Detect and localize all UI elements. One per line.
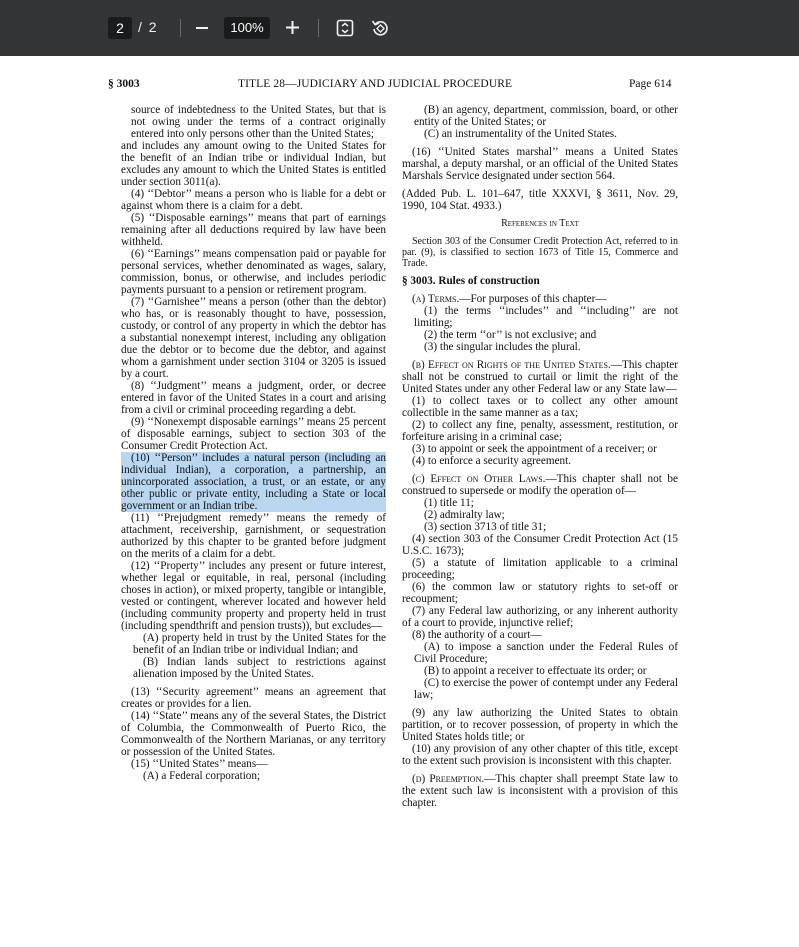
header-page-number: Page 614 [629,78,672,90]
paragraph: (10) any provision of any other chapter of this title, except to the extent such provision is inconsistent with this chapter. [402,743,678,767]
paragraph: (1) to collect taxes or to collect any other amount collectible in the same manner as a tax; [402,395,678,419]
paragraph: (B) an agency, department, commission, board, or other entity of the United States; or [414,104,678,128]
paragraph: (A) to impose a sanction under the Federal Rules of Civil Procedure; [414,641,678,665]
highlighted-paragraph[interactable]: (10) ‘‘Person’’ includes a natural person (including an individual Indian), a corporation, a partnership, an unincorporated association, a trust, or an estate, or any other public or private entity, including a State or local government or an Indian tribe. [121,452,386,512]
subsection-text: —This chapter shall not be construed to supersede or modify the operation of— [402,473,678,497]
subsection-text: —This chapter shall preempt State law to the extent such law is inconsistent with a provision of this chapter. [402,773,678,809]
paragraph: (C) to exercise the power of contempt under any Federal law; [414,677,678,701]
paragraph: (4) ‘‘Debtor’’ means a person who is liable for a debt or against whom there is a claim for a debt. [121,188,386,212]
note-paragraph: Section 303 of the Consumer Credit Protection Act, referred to in par. (9), is classified to section 1673 of Title 15, Commerce and Trade. [402,236,678,269]
paragraph: (5) ‘‘Disposable earnings’’ means that part of earnings remaining after all deductions required by law have been withheld. [121,212,386,248]
paragraph: (4) section 303 of the Consumer Credit Protection Act (15 U.S.C. 1673); [402,533,678,557]
toolbar-divider [318,19,319,37]
current-page-input[interactable]: 2 [108,17,132,39]
list-item: (2) admiralty law; [424,509,505,521]
paragraph: (8) ‘‘Judgment’’ means a judgment, order, or decree entered in favor of the United States in a court and arising from a civil or criminal proceeding regarding a debt. [121,380,386,416]
subsection-heading: (b) Effect on Rights of the United States. [412,359,611,371]
left-column [121,104,386,782]
right-column [402,104,678,809]
paragraph: (9) ‘‘Nonexempt disposable earnings’’ means 25 percent of disposable earnings, subject to section 303 of the Consumer Credit Protection Act. [121,416,386,452]
paragraph [402,773,678,809]
paragraph: (13) ‘‘Security agreement’’ means an agreement that creates or provides for a lien. [121,686,386,710]
paragraph: (A) property held in trust by the United States for the benefit of an Indian tribe or individual Indian; and [133,632,386,656]
paragraph: (1) the terms ‘‘includes’’ and ‘‘including’’ are not limiting; [414,305,678,329]
paragraph [402,473,678,497]
zoom-in-button[interactable] [285,20,300,40]
paragraph: (3) to appoint or seek the appointment of a receiver; or [412,443,657,455]
subsection-text: —For purposes of this chapter— [459,293,607,305]
paragraph: (7) ‘‘Garnishee’’ means a person (other than the debtor) who has, or is reasonably thought to have, possession, custody, or control of any property in which the debtor has a substantial nonexempt interest, including any obligation due the debtor or to become due the debtor, and against whom a garnishment under section 3104 or 3205 is issued by a court. [121,296,386,380]
fit-page-button[interactable] [336,19,354,42]
paragraph: (15) ‘‘United States’’ means— [131,758,268,770]
paragraph: (7) any Federal law authorizing, or any inherent authority of a court to provide, injunctive relief; [402,605,678,629]
rotate-button[interactable] [370,18,390,43]
list-item: (3) section 3713 of title 31; [424,521,547,533]
fit-page-icon [336,19,354,37]
rotate-icon [370,18,390,38]
paragraph: (2) the term ‘‘or’’ is not exclusive; and [424,329,597,341]
paragraph: (3) the singular includes the plural. [424,341,581,353]
paragraph: (8) the authority of a court— [412,629,542,641]
paragraph: (14) ‘‘State’’ means any of the several States, the District of Columbia, the Commonwealth of Puerto Rico, the Commonwealth of the Northern Marianas, or any territory or possession of the United States. [121,710,386,758]
plus-icon [285,20,300,35]
section-heading: § 3003. Rules of construction [402,275,540,287]
paragraph: and includes any amount owing to the United States for the benefit of an Indian tribe or individual Indian, but excludes any amount to which the United States is entitled under section 3011(a). [121,140,386,188]
paragraph: (6) ‘‘Earnings’’ means compensation paid or payable for personal services, whether denominated as wages, salary, commission, bonus, or otherwise, and includes periodic payments pursuant to a pension or retirement program. [121,248,386,296]
paragraph: (11) ‘‘Prejudgment remedy’’ means the remedy of attachment, receivership, garnishment, or sequestration authorized by this chapter to be granted before judgment on the merits of a claim for a debt. [121,512,386,560]
paragraph: (9) any law authorizing the United States to obtain partition, or to recover possession, of property in which the United States holds title; or [402,707,678,743]
paragraph: (4) to enforce a security agreement. [412,455,572,467]
paragraph: source of indebtedness to the United States, but that is not owing under the terms of a contract originally entered into only persons other than the United States; [131,104,386,140]
paragraph: (C) an instrumentality of the United States. [424,128,617,140]
paragraph: (5) a statute of limitation applicable to a criminal proceeding; [402,557,678,581]
zoom-level-input[interactable]: 100% [224,17,270,39]
header-section [108,78,140,90]
pdf-toolbar [0,0,799,56]
paragraph: (A) a Federal corporation; [143,770,261,782]
paragraph: (16) ‘‘United States marshal’’ means a United States marshal, a deputy marshal, or an official of the United States Marshals Service designated under section 564. [402,146,678,182]
paragraph [402,359,678,395]
subsection-heading: (a) Terms. [412,293,460,305]
subsection-heading: (c) Effect on Other Laws. [412,473,546,485]
notes-heading: References in Text [501,218,579,229]
page-separator-slash: / [138,19,142,35]
total-pages: 2 [148,19,157,35]
list-item: (1) title 11; [424,497,474,509]
header-section-text: § 3003 [108,78,140,90]
paragraph: (6) the common law or statutory rights to set-off or recoupment; [402,581,678,605]
paragraph: (B) to appoint a receiver to effectuate its order; or [424,665,647,677]
paragraph: (12) ‘‘Property’’ includes any present or future interest, whether legal or equitable, in real, personal (including choses in action), or mixed property, tangible or intangible, vested or contingent, wherever located and however held (including community property and property held in trust (including spendthrift and pension trusts)), but excludes— [121,560,386,632]
document-page [0,56,799,947]
minus-icon [195,21,209,35]
paragraph [402,293,678,305]
page-separator [138,19,157,35]
header-title: TITLE 28—JUDICIARY AND JUDICIAL PROCEDURE [238,78,513,90]
paragraph: (B) Indian lands subject to restrictions against alienation imposed by the United States. [133,656,386,680]
paragraph: (2) to collect any fine, penalty, assessment, restitution, or forfeiture arising in a criminal case; [402,419,678,443]
subsection-text: —This chapter shall not be construed to curtail or limit the right of the United States under any other Federal law or any State law— [402,359,678,395]
toolbar-divider [180,19,181,37]
subsection-heading: (d) Preemption. [412,773,485,785]
zoom-out-button[interactable] [195,21,209,40]
source-note: (Added Pub. L. 101–647, title XXXVI, § 3611, Nov. 29, 1990, 104 Stat. 4933.) [402,188,678,212]
